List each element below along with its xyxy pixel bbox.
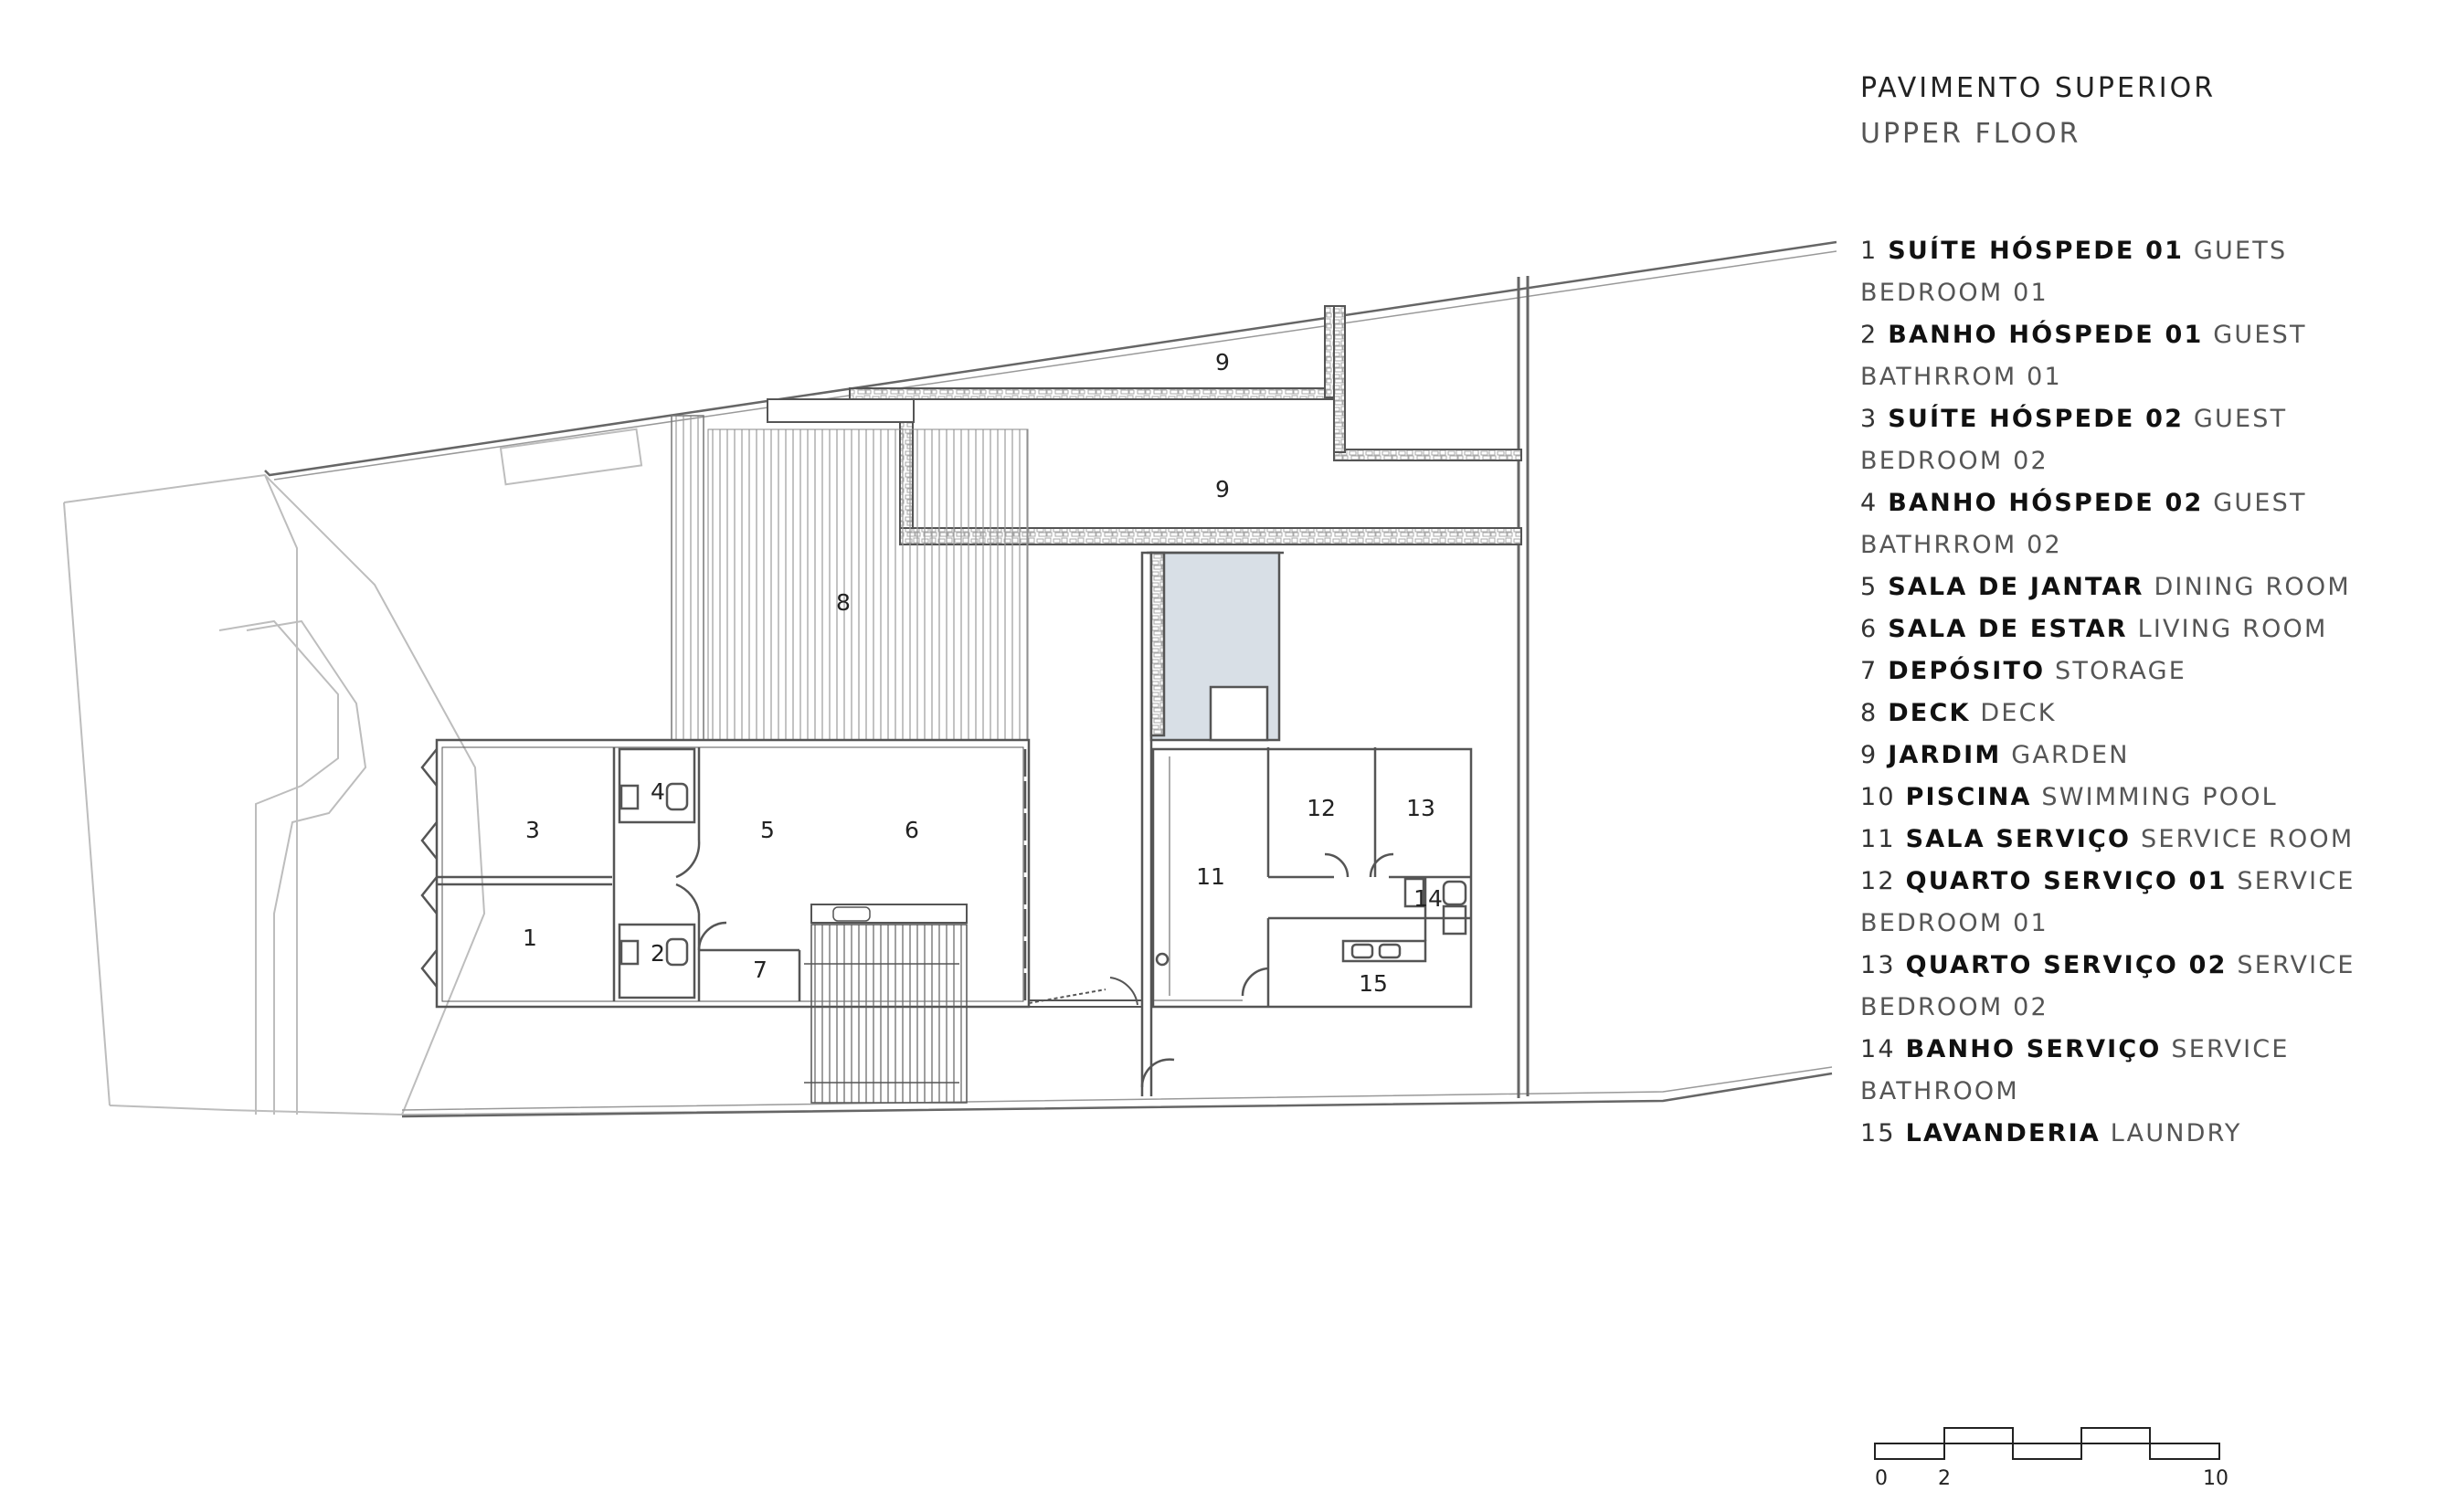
legend-name-pt: JARDIM bbox=[1888, 741, 2002, 769]
legend-number: 7 bbox=[1860, 657, 1879, 685]
legend-name-en: SERVICE BEDROOM 02 bbox=[1860, 951, 2355, 1021]
legend-number: 6 bbox=[1860, 615, 1879, 643]
legend-item bbox=[1860, 693, 2427, 735]
legend-item bbox=[1860, 861, 2427, 945]
legend-name-en: GUEST BATHRROM 02 bbox=[1860, 489, 2307, 559]
room-label-1: 1 bbox=[523, 925, 537, 951]
legend-number: 13 bbox=[1860, 951, 1896, 979]
legend-number: 14 bbox=[1860, 1035, 1896, 1063]
legend-name-en: GUEST BEDROOM 02 bbox=[1860, 405, 2288, 475]
legend-number: 9 bbox=[1860, 741, 1879, 769]
legend-name-pt: SUÍTE HÓSPEDE 02 bbox=[1888, 405, 2185, 433]
legend-name-pt: BANHO HÓSPEDE 01 bbox=[1888, 321, 2204, 349]
legend-name-en: LIVING ROOM bbox=[2137, 615, 2328, 643]
room-label-12: 12 bbox=[1307, 795, 1336, 821]
stairs bbox=[804, 904, 967, 1103]
legend-name-pt: SALA SERVIÇO bbox=[1905, 825, 2132, 853]
legend-item bbox=[1860, 608, 2427, 650]
room-label-14: 14 bbox=[1413, 885, 1443, 912]
legend-name-pt: SALA DE ESTAR bbox=[1888, 615, 2128, 643]
legend-name-pt: QUARTO SERVIÇO 01 bbox=[1905, 867, 2228, 895]
legend-number: 11 bbox=[1860, 825, 1896, 853]
legend-item bbox=[1860, 819, 2427, 861]
legend-item bbox=[1860, 945, 2427, 1029]
legend-item bbox=[1860, 230, 2427, 314]
legend-name-en: GARDEN bbox=[2011, 741, 2130, 769]
connector bbox=[1029, 978, 1142, 1007]
legend-name-en: SERVICE BATHROOM bbox=[1860, 1035, 2290, 1105]
deck bbox=[672, 416, 1028, 740]
legend-item bbox=[1860, 482, 2427, 566]
legend-name-en: GUETS BEDROOM 01 bbox=[1860, 237, 2288, 307]
legend-name-pt: DEPÓSITO bbox=[1888, 657, 2046, 685]
legend-item bbox=[1860, 566, 2427, 608]
legend-name-en: LAUNDRY bbox=[2110, 1119, 2242, 1147]
property-line bbox=[265, 242, 1837, 1116]
legend-name-en: DECK bbox=[1980, 699, 2057, 727]
room-label-11: 11 bbox=[1196, 863, 1225, 890]
legend-name-pt: SALA DE JANTAR bbox=[1888, 573, 2144, 601]
legend-item bbox=[1860, 650, 2427, 693]
legend-item bbox=[1860, 314, 2427, 398]
legend-name-en: GUEST BATHRROM 01 bbox=[1860, 321, 2307, 391]
legend-name-en: DINING ROOM bbox=[2154, 573, 2351, 601]
room-label-9-lower: 9 bbox=[1215, 476, 1230, 502]
service-block-walls bbox=[1142, 553, 1471, 1096]
legend-name-pt: PISCINA bbox=[1905, 783, 2032, 811]
legend-number: 12 bbox=[1860, 867, 1896, 895]
legend-name-pt: SUÍTE HÓSPEDE 01 bbox=[1888, 237, 2185, 265]
room-legend bbox=[1860, 230, 2427, 1155]
legend-number: 1 bbox=[1860, 237, 1879, 265]
legend-number: 10 bbox=[1860, 783, 1896, 811]
legend-name-en: SERVICE BEDROOM 01 bbox=[1860, 867, 2355, 937]
legend-number: 3 bbox=[1860, 405, 1879, 433]
scale-label-2: 2 bbox=[1938, 1467, 1951, 1490]
legend-item bbox=[1860, 735, 2427, 777]
room-label-4: 4 bbox=[651, 778, 665, 805]
legend-item bbox=[1860, 1113, 2427, 1155]
legend-name-pt: QUARTO SERVIÇO 02 bbox=[1905, 951, 2228, 979]
legend-number: 5 bbox=[1860, 573, 1879, 601]
room-label-9-upper: 9 bbox=[1215, 349, 1230, 375]
legend-name-pt: LAVANDERIA bbox=[1905, 1119, 2101, 1147]
room-label-3: 3 bbox=[525, 817, 540, 843]
legend-name-pt: BANHO SERVIÇO bbox=[1905, 1035, 2162, 1063]
drawing-subtitle: UPPER FLOOR bbox=[1860, 118, 2081, 150]
legend-panel bbox=[1860, 66, 2427, 1155]
room-label-2: 2 bbox=[651, 940, 665, 967]
scale-label-0: 0 bbox=[1875, 1467, 1888, 1490]
legend-name-en: SWIMMING POOL bbox=[2041, 783, 2278, 811]
legend-number: 4 bbox=[1860, 489, 1879, 517]
legend-name-en: STORAGE bbox=[2055, 657, 2186, 685]
legend-number: 15 bbox=[1860, 1119, 1896, 1147]
room-label-13: 13 bbox=[1406, 795, 1435, 821]
legend-number: 8 bbox=[1860, 699, 1879, 727]
legend-name-pt: DECK bbox=[1888, 699, 1971, 727]
legend-name-en: SERVICE ROOM bbox=[2141, 825, 2355, 853]
room-label-7: 7 bbox=[753, 957, 768, 983]
drawing-title: PAVIMENTO SUPERIOR bbox=[1860, 72, 2217, 104]
legend-item bbox=[1860, 777, 2427, 819]
legend-number: 2 bbox=[1860, 321, 1879, 349]
room-label-8: 8 bbox=[836, 589, 851, 616]
legend-item bbox=[1860, 398, 2427, 482]
legend-name-pt: BANHO HÓSPEDE 02 bbox=[1888, 489, 2204, 517]
legend-item bbox=[1860, 1029, 2427, 1113]
scale-label-10: 10 bbox=[2203, 1467, 2228, 1490]
room-label-5: 5 bbox=[760, 817, 775, 843]
room-label-6: 6 bbox=[905, 817, 919, 843]
room-label-15: 15 bbox=[1359, 970, 1388, 997]
